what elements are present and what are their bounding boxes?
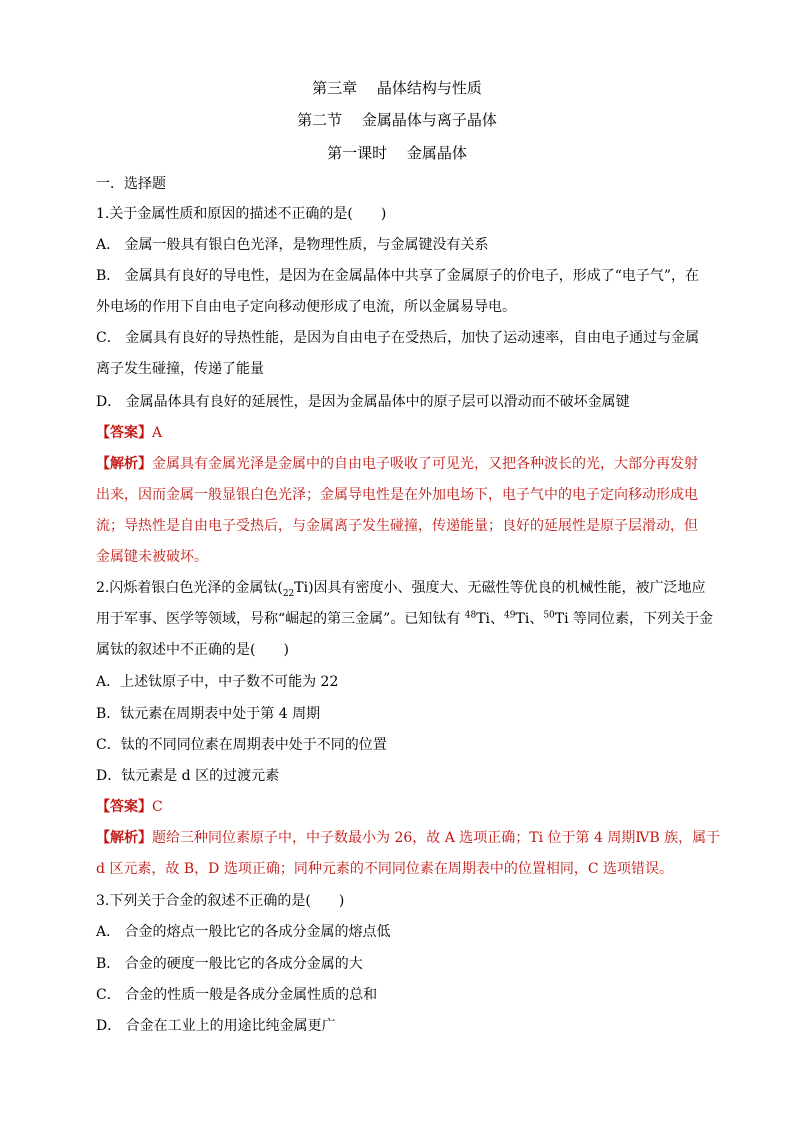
q2-option-d: D．钛元素是 d 区的过渡元素: [96, 768, 280, 784]
analysis-label: 【解析】: [96, 456, 152, 472]
q2-stem-text: 用于军事、医学等领域，号称“崛起的第三金属”。已知钛有: [96, 611, 465, 627]
q2-answer: [96, 798, 163, 816]
answer-label: 【答案】: [96, 799, 152, 815]
q1-option-b-line2: 外电场的作用下自由电子定向移动便形成了电流，所以金属易导电。: [96, 299, 516, 315]
mass-number: 48: [464, 610, 477, 621]
q2-option-c: C．钛的不同同位素在周期表中处于不同的位置: [96, 737, 387, 753]
analysis-text: 金属具有金属光泽是金属中的自由电子吸收了可见光，又把各种波长的光，大部分再发射: [152, 456, 698, 472]
q1-analysis-line1: [96, 455, 698, 473]
q1-answer: [96, 424, 162, 442]
q1-option-b-line1: B． 金属具有良好的导电性，是因为在金属晶体中共享了金属原子的价电子，形成了“电子气”，在: [96, 268, 700, 284]
q1-option-c-line2: 离子发生碰撞，传递了能量: [96, 361, 264, 377]
answer-value: A: [152, 425, 163, 441]
isotope: Ti、: [476, 611, 505, 627]
mass-number: 49: [504, 610, 516, 621]
q3-option-a: A． 合金的熔点一般比它的各成分金属的熔点低: [96, 924, 391, 940]
q2-stem-text: 2.闪烁着银白色光泽的金属钛(: [96, 580, 283, 596]
q2-stem-text: Ti)因具有密度小、强度大、无磁性等优良的机械性能，被广泛地应: [294, 580, 706, 596]
q2-stem-line3: 属钛的叙述中不正确的是( ): [96, 642, 289, 658]
q2-analysis-line1: [96, 829, 720, 847]
isotope: Ti、: [515, 611, 544, 627]
q2-stem-line1: [96, 579, 706, 597]
q1-analysis-line3: 流；导热性是自由电子受热后，与金属离子发生碰撞，传递能量；良好的延展性是原子层滑动，但: [96, 518, 698, 534]
atomic-number: 22: [282, 588, 295, 599]
lesson-title: 第一课时 金属晶体: [327, 144, 467, 162]
q2-analysis-line2: d 区元素，故 B，D 选项正确；同种元素的不同同位素在周期表中的位置相同，C 选项错误。: [96, 861, 673, 877]
q3-option-c: C． 合金的性质一般是各成分金属性质的总和: [96, 987, 378, 1003]
q1-analysis-line2: 出来，因而金属一般显银白色光泽；金属导电性是在外加电场下，电子气中的电子定向移动形成电: [96, 487, 698, 503]
q3-option-b: B． 合金的硬度一般比它的各成分金属的大: [96, 956, 363, 972]
q2-option-a: A．上述钛原子中，中子数不可能为 22: [96, 674, 339, 690]
answer-value: C: [152, 799, 163, 815]
q2-option-b: B．钛元素在周期表中处于第 4 周期: [96, 706, 321, 722]
section-header: 一．选择题: [96, 176, 166, 192]
section-title: 第二节 金属晶体与离子晶体: [297, 111, 497, 129]
q1-option-c-line1: C． 金属具有良好的导热性能，是因为自由电子在受热后，加快了运动速率，自由电子通过与金属: [96, 330, 700, 346]
analysis-text: 题给三种同位素原子中，中子数最小为 26，故 A 选项正确；Ti 位于第 4 周期ⅣB 族，属于: [152, 830, 721, 846]
q1-stem: 1.关于金属性质和原因的描述不正确的是( ): [96, 206, 387, 222]
q2-stem-text: Ti 等同位素，下列关于金: [554, 611, 714, 627]
analysis-label: 【解析】: [96, 830, 152, 846]
answer-label: 【答案】: [96, 425, 152, 441]
q3-stem: 3.下列关于合金的叙述不正确的是( ): [96, 893, 345, 909]
q3-option-d: D． 合金在工业上的用途比纯金属更广: [96, 1018, 336, 1034]
q1-option-d: D． 金属晶体具有良好的延展性，是因为金属晶体中的原子层可以滑动而不破坏金属键: [96, 394, 630, 410]
q2-stem-line2: [96, 610, 713, 628]
q1-option-a: A． 金属一般具有银白色光泽，是物理性质，与金属键没有关系: [96, 237, 489, 253]
q1-analysis-line4: 金属键未被破坏。: [96, 549, 208, 565]
mass-number: 50: [543, 610, 555, 621]
chapter-title: 第三章 晶体结构与性质: [312, 79, 482, 97]
